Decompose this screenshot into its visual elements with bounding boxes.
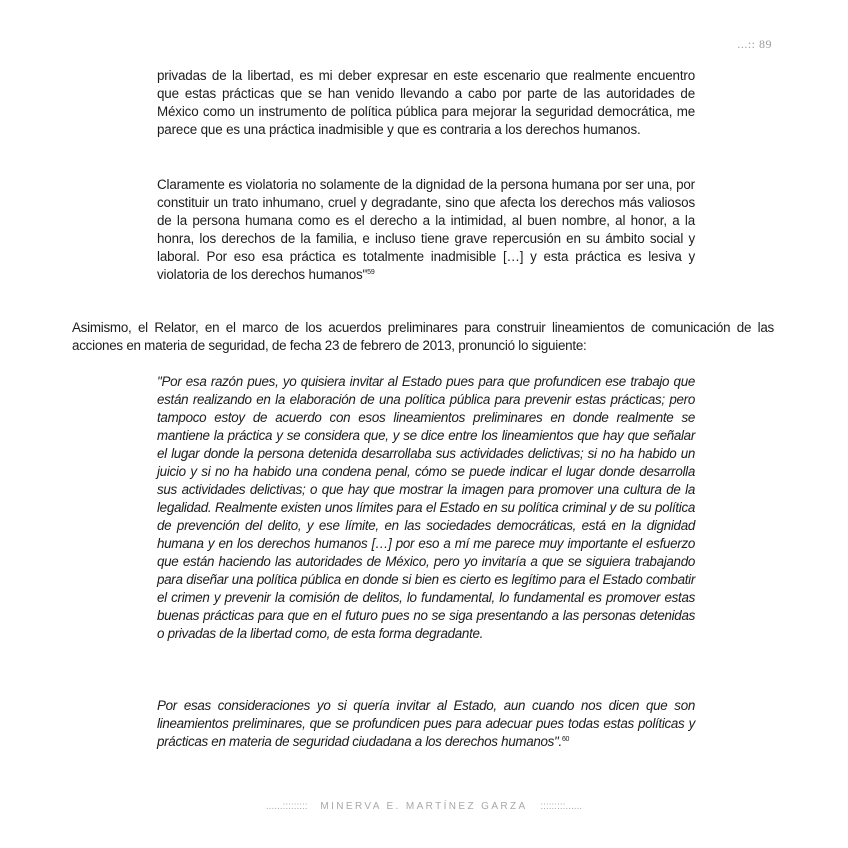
quote-paragraph-1 (157, 67, 695, 139)
quote-paragraph-1-text: privadas de la libertad, es mi deber expresar en este escenario que realmente encuentro que estas prácticas que se han venido llevando a cabo por parte de las autoridades de México como un instrumento de política pública para mejorar la seguridad democrática, me parece que es una práctica inadmisible y que es contraria a los derechos humanos. (157, 68, 695, 137)
footer-author: MINERVA E. MARTÍNEZ GARZA (320, 801, 528, 812)
italic-quote-paragraph-1-text: "Por esa razón pues, yo quisiera invitar al Estado pues para que profundicen ese trabajo que están realizando en la elaboración de una política pública para prevenir estas prácticas; pero tampoco estoy de acuerdo con esos lineamientos preliminares en donde realmente se mantiene la práctica y se considera que, y se dice entre los lineamientos que hay que señalar el lugar donde la persona detenida desarrollaba sus actividades delictivas; si no ha habido un juicio y si no ha habido una condena penal, cómo se puede indicar el lugar donde desarrolla sus actividades delictivas; o que hay que mostrar la imagen para promover una cultura de la legalidad. Realmente existen unos límites para el Estado en su política criminal y de su política de prevención del delito, y ese límite, en las sociedades democráticas, está en la dignidad humana y en los derechos humanos […] por eso a mí me parece muy importante el esfuerzo que están haciendo las autoridades de México, pero yo invitaría a que se siguiera trabajando para diseñar una política pública en donde si bien es cierto es legítimo para el Estado combatir el crimen y prevenir la comisión de delitos, lo fundamental, lo fundamental es promover estas buenas prácticas para que en el futuro pues no se siga presentando a las personas detenidas o privadas de la libertad como, de esta forma degradante. (157, 374, 695, 641)
quote-paragraph-2 (157, 176, 695, 284)
body-paragraph (72, 319, 774, 355)
italic-quote-paragraph-2-text: Por esas consideraciones yo si quería invitar al Estado, aun cuando nos dicen que son lineamientos preliminares, que se profundicen pues para adecuar pues todas estas políticas y prácticas en materia de seguridad ciudadana a los derechos humanos". (157, 698, 695, 749)
page-number: ...:: 89 (737, 37, 772, 51)
italic-quote-paragraph-1 (157, 373, 695, 643)
footnote-marker-59: 59 (367, 269, 375, 276)
page-footer (0, 801, 848, 812)
body-paragraph-text: Asimismo, el Relator, en el marco de los acuerdos preliminares para construir lineamientos de comunicación de las acciones en materia de seguridad, de fecha 23 de febrero de 2013, pronunció lo siguiente: (72, 320, 774, 353)
footer-ornament-right: :::::::::...... (540, 801, 583, 812)
footnote-marker-60: 60 (561, 736, 570, 743)
italic-quote-paragraph-2 (157, 697, 695, 751)
footer-ornament-left: ......::::::::: (265, 801, 308, 812)
quote-paragraph-2-text: Claramente es violatoria no solamente de la dignidad de la persona humana por ser una, por constituir un trato inhumano, cruel y degradante, sino que afecta los derechos más valiosos de la persona humana como es el derecho a la intimidad, al buen nombre, al honor, a la honra, los derechos de la familia, e incluso tiene grave repercusión en su ámbito social y laboral. Por eso esa práctica es totalmente inadmisible […] y esta práctica es lesiva y violatoria de los derechos humanos" (157, 177, 695, 282)
